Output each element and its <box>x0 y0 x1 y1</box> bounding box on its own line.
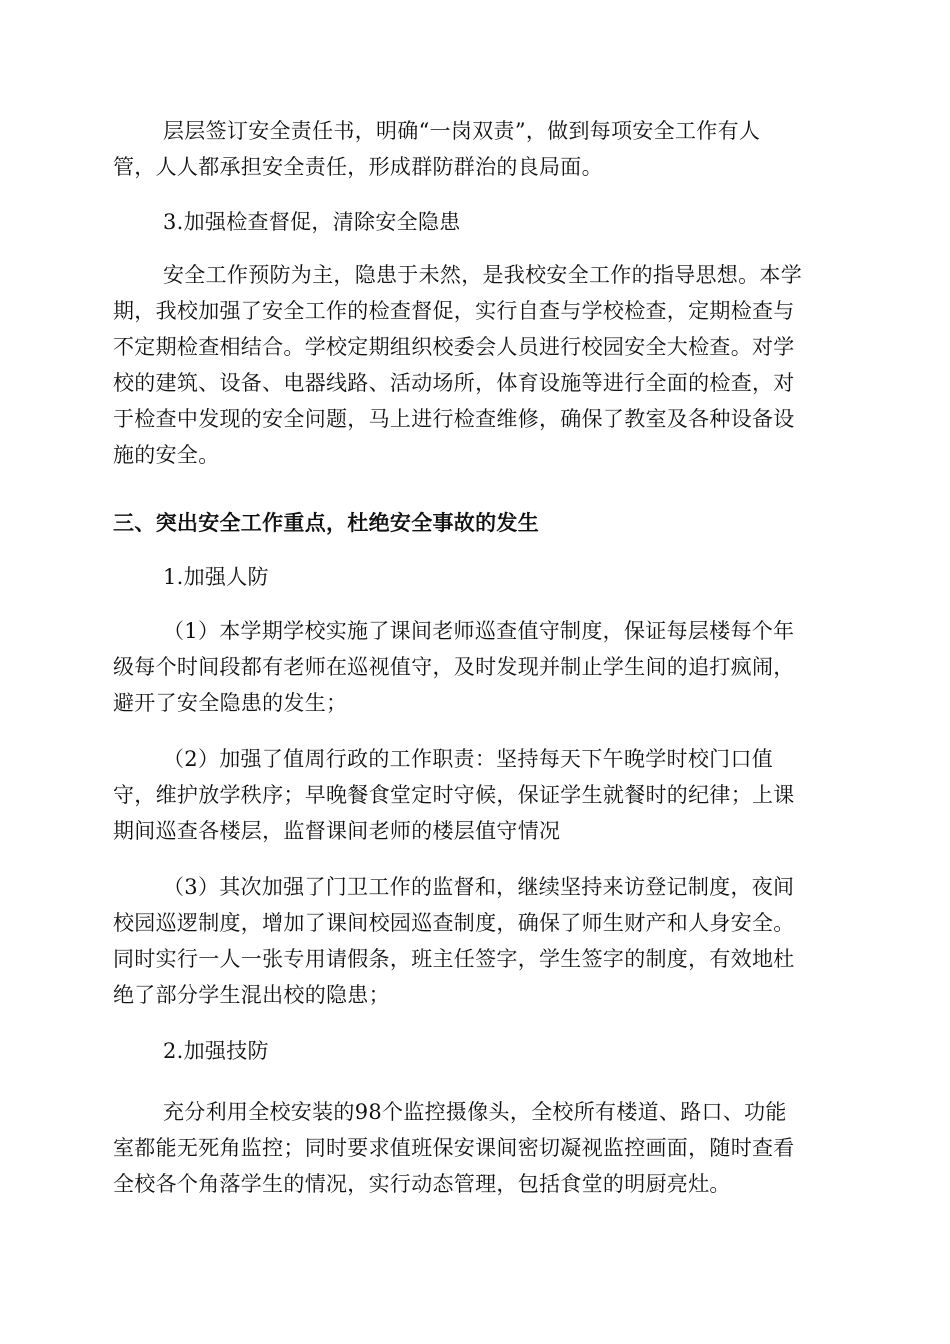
text-line: 于检查中发现的安全问题，马上进行检查维修，确保了教室及各种设备设 <box>113 407 795 431</box>
text-line: 期，我校加强了安全工作的检查督促，实行自查与学校检查，定期检查与 <box>113 299 795 323</box>
text-line: 避开了安全隐患的发生； <box>113 691 348 715</box>
text-line: （1）本学期学校实施了课间老师巡查值守制度，保证每层楼每个年 <box>163 619 795 643</box>
text-line: 层层签订安全责任书，明确“一岗双责”，做到每项安全工作有人 <box>163 119 761 143</box>
subheading-inspection <box>113 204 838 240</box>
paragraph-responsibility <box>113 113 838 185</box>
subheading-technical <box>113 1033 838 1069</box>
text-line: 校园巡逻制度，增加了课间校园巡查制度，确保了师生财产和人身安全。 <box>113 911 795 935</box>
section-heading-text: 三、突出安全工作重点，杜绝安全事故的发生 <box>113 511 539 535</box>
subheading-text: 3.加强检查督促，清除安全隐患 <box>163 210 461 234</box>
text-line: （3）其次加强了门卫工作的监督和，继续坚持来访登记制度，夜间 <box>163 875 795 899</box>
text-line: 全校各个角落学生的情况，实行动态管理，包括食堂的明厨亮灶。 <box>113 1172 731 1196</box>
text-line: 校的建筑、设备、电器线路、活动场所，体育设施等进行全面的检查，对 <box>113 371 795 395</box>
text-line: 级每个时间段都有老师在巡视值守，及时发现并制止学生间的追打疯闹， <box>113 655 795 679</box>
text-line: 室都能无死角监控；同时要求值班保安课间密切凝视监控画面，随时查看 <box>113 1136 795 1160</box>
text-line: 充分利用全校安装的98个监控摄像头，全校所有楼道、路口、功能 <box>163 1100 787 1124</box>
paragraph-monitoring <box>113 1094 838 1202</box>
text-line: 安全工作预防为主，隐患于未然，是我校安全工作的指导思想。本学 <box>163 263 802 287</box>
text-line: 绝了部分学生混出校的隐患； <box>113 983 390 1007</box>
text-line: （2）加强了值周行政的工作职责：坚持每天下午晚学时校门口值 <box>163 747 774 771</box>
text-line: 同时实行一人一张专用请假条，班主任签字，学生签字的制度，有效地杜 <box>113 947 795 971</box>
subheading-personnel <box>113 559 838 595</box>
text-line: 守，维护放学秩序；早晚餐食堂定时守候，保证学生就餐时的纪律；上课 <box>113 783 795 807</box>
subheading-text: 1.加强人防 <box>163 565 269 589</box>
subheading-text: 2.加强技防 <box>163 1039 269 1063</box>
text-line: 期间巡查各楼层，监督课间老师的楼层值守情况 <box>113 819 561 843</box>
text-line: 不定期检查相结合。学校定期组织校委会人员进行校园安全大检查。对学 <box>113 335 795 359</box>
section-heading <box>113 505 838 541</box>
paragraph-duty <box>113 741 838 849</box>
paragraph-inspection <box>113 257 838 473</box>
paragraph-guard <box>113 869 838 1013</box>
text-line: 管，人人都承担安全责任，形成群防群治的良局面。 <box>113 155 603 179</box>
text-line: 施的安全。 <box>113 443 220 467</box>
paragraph-patrol <box>113 613 838 721</box>
